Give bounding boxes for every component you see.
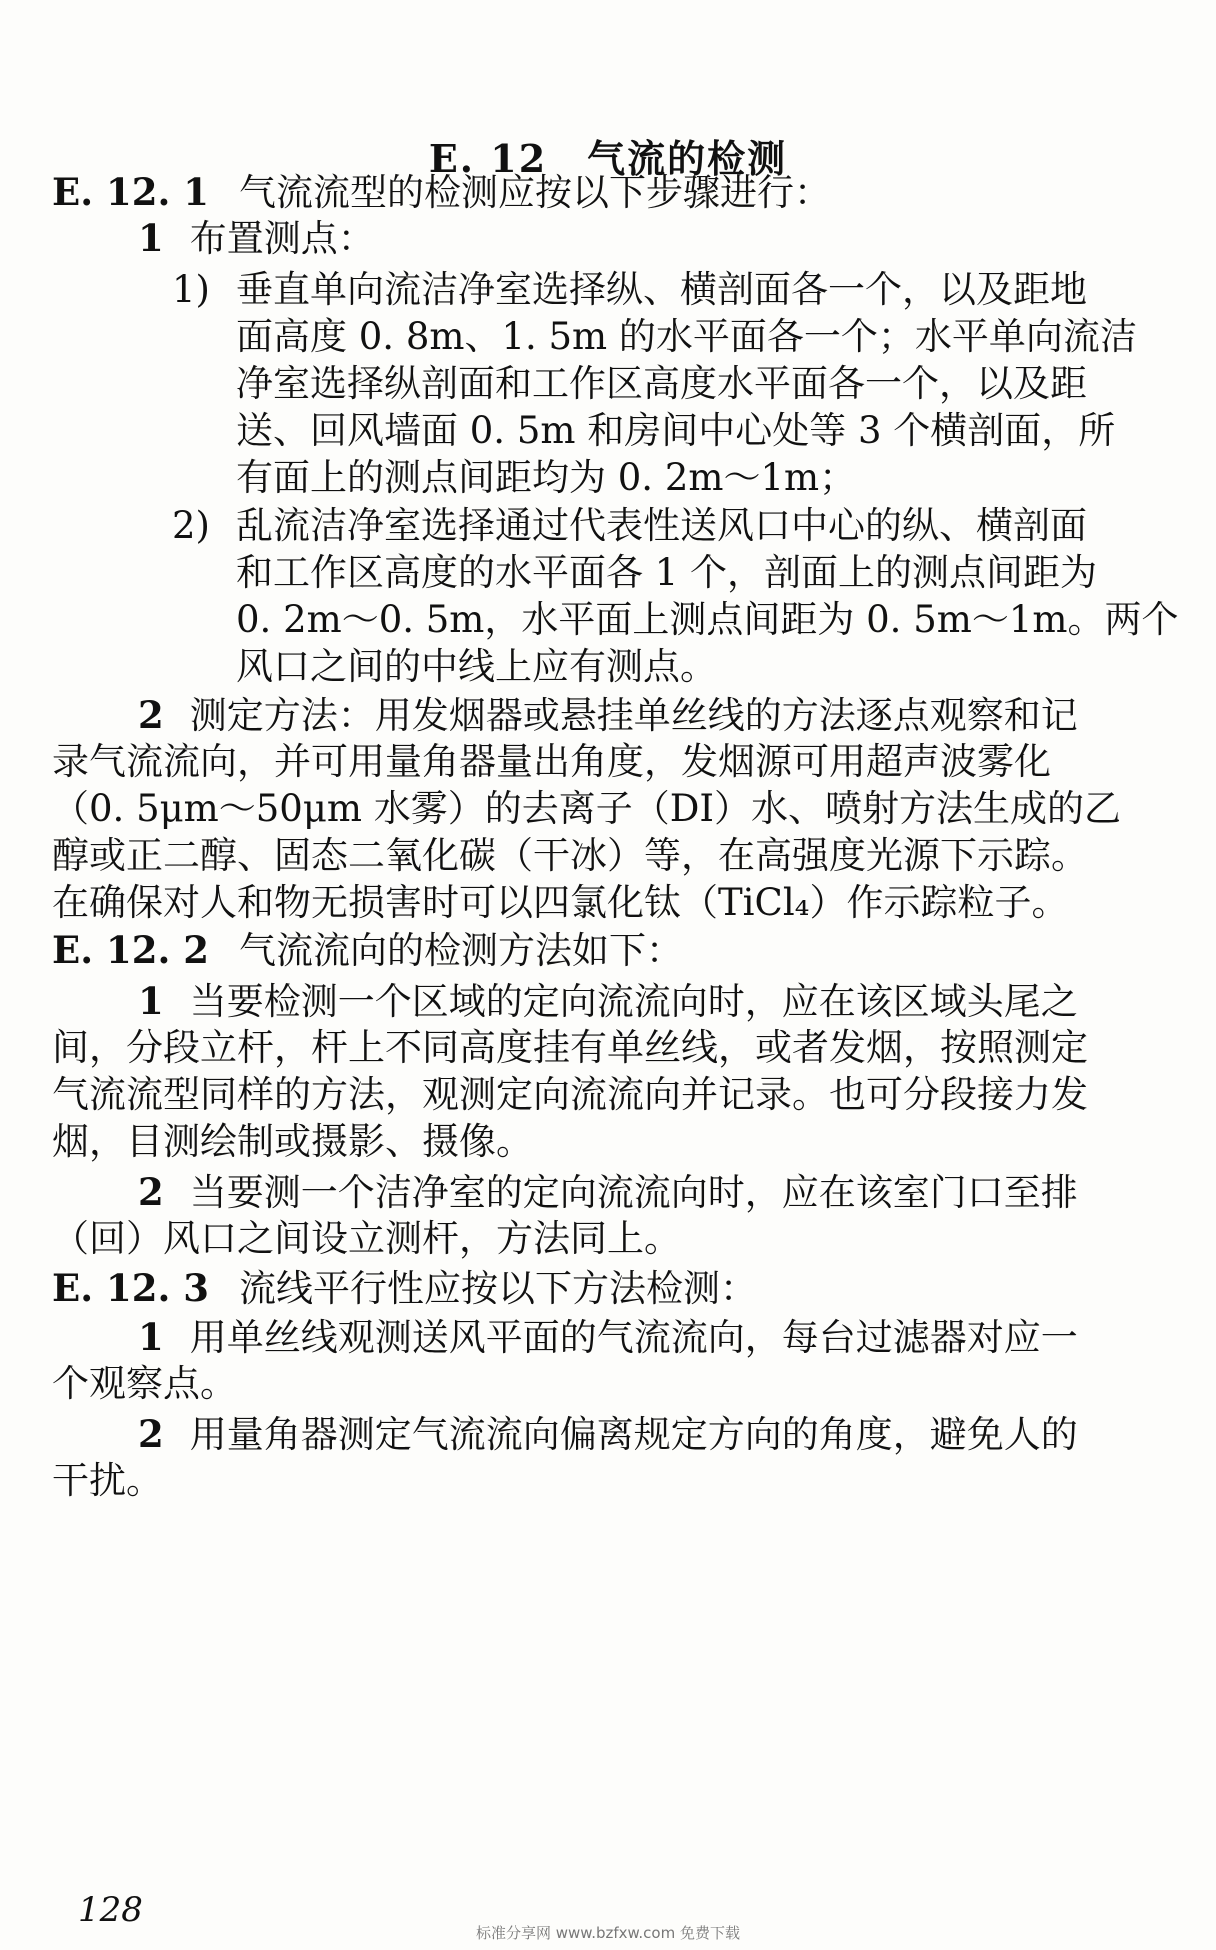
text-line: 在确保对人和物无损害时可以四氯化钛（TiCl₄）作示踪粒子。 [52,881,1069,924]
text-line: 间，分段立杆，杆上不同高度挂有单丝线，或者发烟，按照测定 [52,1026,1088,1069]
item-number: 2 [138,1412,164,1456]
text-line: 干扰。 [52,1459,163,1502]
section-number: E. 12. 3 [52,1266,209,1310]
text-line: 当要测一个洁净室的定向流流向时，应在该室门口至排 [189,1171,1078,1214]
item-number: 1 [138,1315,164,1359]
text-line: 风口之间的中线上应有测点。 [236,645,717,688]
item-title: 布置测点： [189,217,375,260]
section-heading-text: 流线平行性应按以下方法检测： [238,1267,757,1310]
text-line: 乱流洁净室选择通过代表性送风口中心的纵、横剖面 [236,504,1087,547]
text-line: 气流流型同样的方法，观测定向流流向并记录。也可分段接力发 [52,1073,1088,1116]
section-number: E. 12. 2 [52,928,209,972]
text-line: 和工作区高度的水平面各 1 个，剖面上的测点间距为 [236,551,1098,594]
text-line: 个观察点。 [52,1362,237,1405]
text-line: 净室选择纵剖面和工作区高度水平面各一个，以及距 [236,362,1087,405]
text-line: （回）风口之间设立测杆，方法同上。 [52,1217,681,1260]
section-heading [52,924,683,977]
text-line: 面高度 0. 8m、1. 5m 的水平面各一个；水平单向流洁 [236,315,1137,358]
text-line: 醇或正二醇、固态二氧化碳（干冰）等，在高强度光源下示踪。 [52,834,1088,877]
text-line: 0. 2m～0. 5m，水平面上测点间距为 0. 5m～1m。两个 [236,598,1179,641]
section-heading-text: 气流流向的检测方法如下： [238,929,683,972]
paragraph-first-line [138,975,1078,1028]
paragraph-first-line [138,1311,1078,1364]
sub-item-label: 1) [172,268,210,311]
sub-item-label: 2) [172,504,210,547]
text-line: 烟，目测绘制或摄影、摄像。 [52,1120,533,1163]
section-number: E. 12. 1 [52,170,209,214]
title-number: E. 12 [428,136,548,181]
text-line: 用单丝线观测送风平面的气流流向，每台过滤器对应一 [189,1316,1078,1359]
text-line: 用量角器测定气流流向偏离规定方向的角度，避免人的 [189,1413,1078,1456]
paragraph-first-line [138,689,1078,742]
item-heading [138,212,375,265]
text-line: 垂直单向流洁净室选择纵、横剖面各一个，以及距地 [236,268,1087,311]
text-line: 当要检测一个区域的定向流流向时，应在该区域头尾之 [189,980,1078,1023]
item-number: 2 [138,1170,164,1214]
section-heading [52,1262,757,1315]
text-line: 录气流流向，并可用量角器量出角度，发烟源可用超声波雾化 [52,740,1051,783]
footer-watermark: 标准分享网 www.bzfxw.com 免费下载 [476,1924,740,1942]
item-number: 2 [138,693,164,737]
paragraph-first-line [138,1408,1078,1461]
item-number: 1 [138,216,164,260]
paragraph-first-line [138,1166,1078,1219]
page-number: 128 [78,1890,143,1930]
text-line: 有面上的测点间距均为 0. 2m～1m； [236,456,857,499]
item-number: 1 [138,979,164,1023]
section-heading-text: 气流流型的检测应按以下步骤进行： [238,171,831,214]
text-line: （0. 5μm～50μm 水雾）的去离子（DI）水、喷射方法生成的乙 [52,787,1121,830]
title-text: 气流的检测 [587,136,788,181]
text-line: 测定方法：用发烟器或悬挂单丝线的方法逐点观察和记 [189,694,1078,737]
text-line: 送、回风墙面 0. 5m 和房间中心处等 3 个横剖面，所 [236,409,1116,452]
